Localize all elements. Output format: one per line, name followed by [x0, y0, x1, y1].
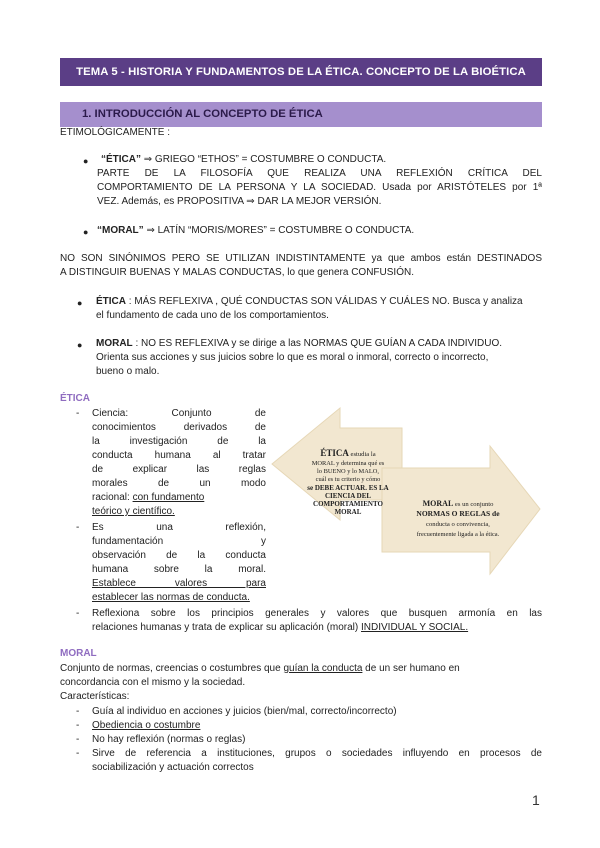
- etica-def-1-line: conducta humana al tratar: [92, 450, 266, 461]
- dash: -: [76, 720, 80, 731]
- dash: -: [76, 706, 80, 717]
- etimologicamente-label: ETIMOLÓGICAMENTE :: [60, 127, 171, 138]
- etica-def-1-line: morales de un modo: [92, 478, 266, 489]
- etica-desc-line-2: COMPORTAMIENTO DE LA PERSONA Y LA SOCIEDAD. Usada por ARISTÓTELES por 1ª: [97, 182, 542, 193]
- dash: -: [76, 734, 80, 745]
- etica-def-2-line: observación de la conducta: [92, 550, 266, 561]
- bullet-dot: ●: [83, 227, 89, 237]
- etica-diagram-line-1: ÉTICA estudia la: [320, 448, 376, 458]
- bullet-dot: ●: [77, 298, 83, 308]
- moral-characteristic: Sirve de referencia a instituciones, grupos o sociedades influyendo en procesos de: [92, 748, 542, 759]
- section-title-bar: [60, 102, 542, 127]
- moral-diagram-line-1: MORAL es un conjunto: [422, 499, 494, 508]
- bullet-dot: ●: [77, 340, 83, 350]
- page-number: 1: [532, 792, 540, 808]
- etica-def-1-line: teórico y científico.: [92, 506, 175, 517]
- moral-paragraph-line-1: Conjunto de normas, creencias o costumbres que guían la conducta de un ser humano en: [60, 663, 460, 674]
- etica-diagram-line-6: CIENCIA DEL: [324, 492, 372, 500]
- etica-def-1-line: racional: con fundamento: [92, 492, 205, 503]
- etica-def-1-line: Ciencia: Conjunto de: [92, 408, 266, 419]
- etica-summary-line-2: el fundamento de cada uno de los comportamientos.: [96, 310, 329, 321]
- etica-diagram-line-8: MORAL: [334, 508, 362, 516]
- moral-heading: MORAL: [60, 648, 97, 659]
- etica-def-3-line-1: Reflexiona sobre los principios generales y valores que busquen armonía en las: [92, 608, 542, 619]
- etica-def-1-line: conocimientos derivados de: [92, 422, 266, 433]
- moral-etymology-line: “MORAL” ⇒ LATÍN “MORIS/MORES” = COSTUMBRE O CONDUCTA.: [97, 225, 415, 236]
- etica-def-2-line: fundamentación y: [92, 536, 266, 547]
- etica-moral-diagram: [270, 406, 542, 578]
- etica-def-2-line: establecer las normas de conducta.: [92, 592, 250, 603]
- moral-summary-line-3: bueno o malo.: [96, 366, 160, 377]
- sinonimos-line-2: A DISTINGUIR BUENAS Y MALAS CONDUCTAS, lo que genera CONFUSIÓN.: [60, 267, 414, 278]
- moral-characteristic-continued: sociabilización y actuación correctos: [92, 762, 254, 773]
- etica-def-3-line-2: relaciones humanas y trata de explicar su aplicación (moral) INDIVIDUAL Y SOCIAL.: [92, 622, 469, 633]
- sinonimos-line-1: NO SON SINÓNIMOS PERO SE UTILIZAN INDISTINTAMENTE ya que ambos están DESTINADOS: [60, 253, 542, 264]
- etica-desc-line-3: VEZ. Además, es PROPOSITIVA ⇒ DAR LA MEJOR VERSIÓN.: [97, 196, 382, 207]
- etica-def-1-line: la investigación de la: [92, 436, 266, 447]
- moral-diagram-line-3: conducta o convivencia,: [426, 521, 490, 528]
- etica-diagram-line-5: se DEBE ACTUAR. ES LA: [307, 484, 389, 492]
- moral-summary-line-1: MORAL : NO ES REFLEXIVA y se dirige a las NORMAS QUE GUÍAN A CADA INDIVIDUO.: [96, 338, 503, 349]
- etica-def-2-line: Establece valores para: [92, 578, 266, 589]
- moral-characteristic: No hay reflexión (normas o reglas): [92, 734, 246, 745]
- etica-def-2-line: humana sobre la moral.: [92, 564, 266, 575]
- etica-heading: ÉTICA: [60, 393, 90, 404]
- document-title: TEMA 5 - HISTORIA Y FUNDAMENTOS DE LA ÉTICA. CONCEPTO DE LA BIOÉTICA: [60, 58, 542, 86]
- moral-diagram-line-2: NORMAS O REGLAS de: [416, 509, 500, 518]
- etica-etymology-line: “ÉTICA” ⇒ GRIEGO “ETHOS” = COSTUMBRE O CONDUCTA.: [101, 154, 387, 165]
- moral-paragraph-line-2: concordancia con el mismo y la sociedad.: [60, 677, 246, 688]
- moral-characteristic: Obediencia o costumbre: [92, 720, 201, 731]
- etica-summary-line-1: ÉTICA : MÁS REFLEXIVA , QUÉ CONDUCTAS SON VÁLIDAS Y CUÁLES NO. Busca y analiza: [96, 296, 523, 307]
- dash: -: [76, 522, 80, 533]
- dash: -: [76, 408, 80, 419]
- dash: -: [76, 608, 80, 619]
- moral-summary-line-2: Orienta sus acciones y sus juicios sobre lo que es moral o inmoral, correcto o incorrecto,: [96, 352, 489, 363]
- etica-diagram-line-3: lo BUENO y lo MALO,: [317, 468, 379, 475]
- bullet-dot: ●: [83, 156, 89, 166]
- caracteristicas-label: Características:: [60, 691, 130, 702]
- etica-desc-line-1: PARTE DE LA FILOSOFÍA QUE REALIZA UNA REFLEXIÓN CRÍTICA DEL: [97, 168, 542, 179]
- moral-diagram-line-4: frecuentemente ligada a la ética.: [416, 531, 500, 538]
- section-title: 1. INTRODUCCIÓN AL CONCEPTO DE ÉTICA: [82, 108, 323, 120]
- etica-def-2-line: Es una reflexión,: [92, 522, 266, 533]
- etica-diagram-line-7: COMPORTAMIENTO: [313, 500, 383, 508]
- moral-characteristic: Guía al individuo en acciones y juicios (bien/mal, correcto/incorrecto): [92, 706, 397, 717]
- etica-diagram-line-4: cuál es tu criterio y cómo: [315, 476, 381, 483]
- etica-diagram-line-2: MORAL y determina qué es: [311, 460, 385, 467]
- dash: -: [76, 748, 80, 759]
- etica-def-1-line: de explicar las reglas: [92, 464, 266, 475]
